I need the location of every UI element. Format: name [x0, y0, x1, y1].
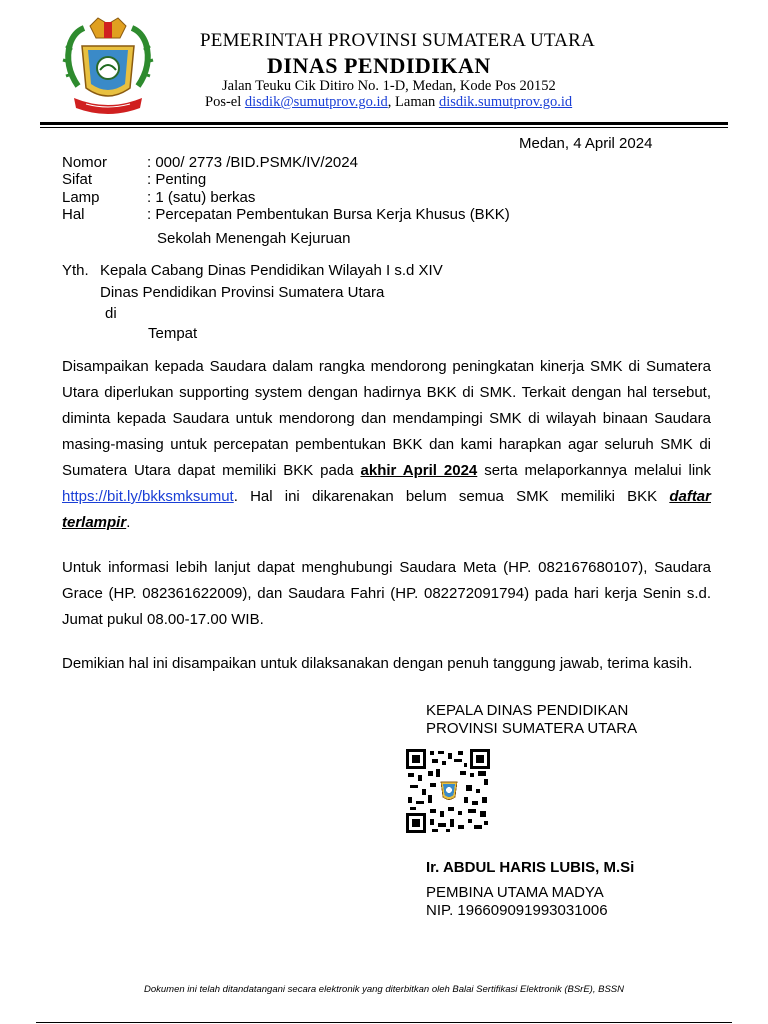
signatory-title-1: KEPALA DINAS PENDIDIKAN	[426, 702, 629, 719]
body-paragraph-2: Untuk informasi lebih lanjut dapat menghubungi Saudara Meta (HP. 082167680107), Saudara Grace (HP. 082361622009), dan Saudara Fahri (HP. 082272091794) pada hari kerja Senin s.d. Jumat pukul 08.00-17.00 WIB.	[62, 559, 711, 628]
p1-text-d: .	[126, 514, 131, 531]
letterhead-divider-thick	[40, 122, 728, 125]
e-signature-footer-note: Dokumen ini telah ditandatangani secara elektronik yang diterbitkan oleh Balai Sertifikasi Elektronik (BSrE), BSSN	[144, 984, 624, 995]
attachment-note: daftar terlampir	[62, 488, 711, 531]
letterhead-divider-thin	[40, 127, 728, 128]
hal-value-continued: Sekolah Menengah Kejuruan	[157, 230, 351, 247]
signatory-nip: NIP. 196609091993031006	[426, 902, 608, 919]
hal-label: Hal	[62, 206, 85, 223]
deadline-text: akhir April 2024	[360, 462, 478, 479]
lamp-value: : 1 (satu) berkas	[147, 189, 256, 206]
web-prefix: , Laman	[387, 94, 439, 110]
p1-text-b: serta melaporkannya melalui link	[477, 462, 712, 479]
website-link[interactable]: disdik.sumutprov.go.id	[438, 94, 573, 110]
page-bottom-rule	[36, 1022, 732, 1023]
nomor-label: Nomor	[62, 154, 108, 171]
signature-qr-code-icon	[406, 749, 490, 833]
signatory-rank: PEMBINA UTAMA MADYA	[426, 884, 604, 901]
letterhead-address: Jalan Teuku Cik Ditiro No. 1-D, Medan, Kode Pos 20152	[222, 78, 556, 94]
email-link[interactable]: disdik@sumutprov.go.id	[244, 94, 388, 110]
lamp-label: Lamp	[62, 189, 100, 206]
signatory-name: Ir. ABDUL HARIS LUBIS, M.Si	[426, 859, 635, 876]
provincial-emblem-icon	[60, 16, 156, 120]
recipient-place: Tempat	[148, 325, 198, 342]
recipient-line1: Kepala Cabang Dinas Pendidikan Wilayah I s.d XIV	[100, 262, 443, 279]
recipient-di: di	[105, 305, 117, 322]
sifat-value: : Penting	[147, 171, 207, 188]
email-prefix: Pos-el	[205, 94, 245, 110]
letterhead-government-name: PEMERINTAH PROVINSI SUMATERA UTARA	[200, 30, 595, 51]
sifat-label: Sifat	[62, 171, 93, 188]
p1-text-c: . Hal ini dikarenakan belum semua SMK memiliki BKK	[233, 488, 670, 505]
nomor-value: : 000/ 2773 /BID.PSMK/IV/2024	[147, 154, 358, 171]
body-paragraph-3: Demikian hal ini disampaikan untuk dilaksanakan dengan penuh tanggung jawab, terima kasih.	[62, 655, 693, 672]
letter-date: Medan, 4 April 2024	[519, 135, 653, 152]
report-link[interactable]: https://bit.ly/bkksmksumut	[62, 488, 234, 505]
letterhead-contact	[205, 94, 572, 111]
p1-text-a: Disampaikan kepada Saudara dalam rangka mendorong peningkatan kinerja SMK di Sumatera Utara diperlukan supporting system dengan hadirnya BKK di SMK. Terkait dengan hal tersebut, diminta kepada Saudara untuk mendorong dan mendampingi SMK di wilayah binaan Saudara masing-masing untuk percepatan pembentukan BKK dan kami harapkan agar seluruh SMK di Sumatera Utara dapat memiliki BKK pada	[62, 358, 711, 479]
body-paragraph-1	[62, 354, 711, 536]
recipient-salutation: Yth.	[62, 262, 89, 279]
signatory-title-2: PROVINSI SUMATERA UTARA	[426, 720, 638, 737]
hal-value: : Percepatan Pembentukan Bursa Kerja Khusus (BKK)	[147, 206, 510, 223]
recipient-line2: Dinas Pendidikan Provinsi Sumatera Utara	[100, 284, 385, 301]
letterhead-agency-name: DINAS PENDIDIKAN	[267, 53, 491, 78]
